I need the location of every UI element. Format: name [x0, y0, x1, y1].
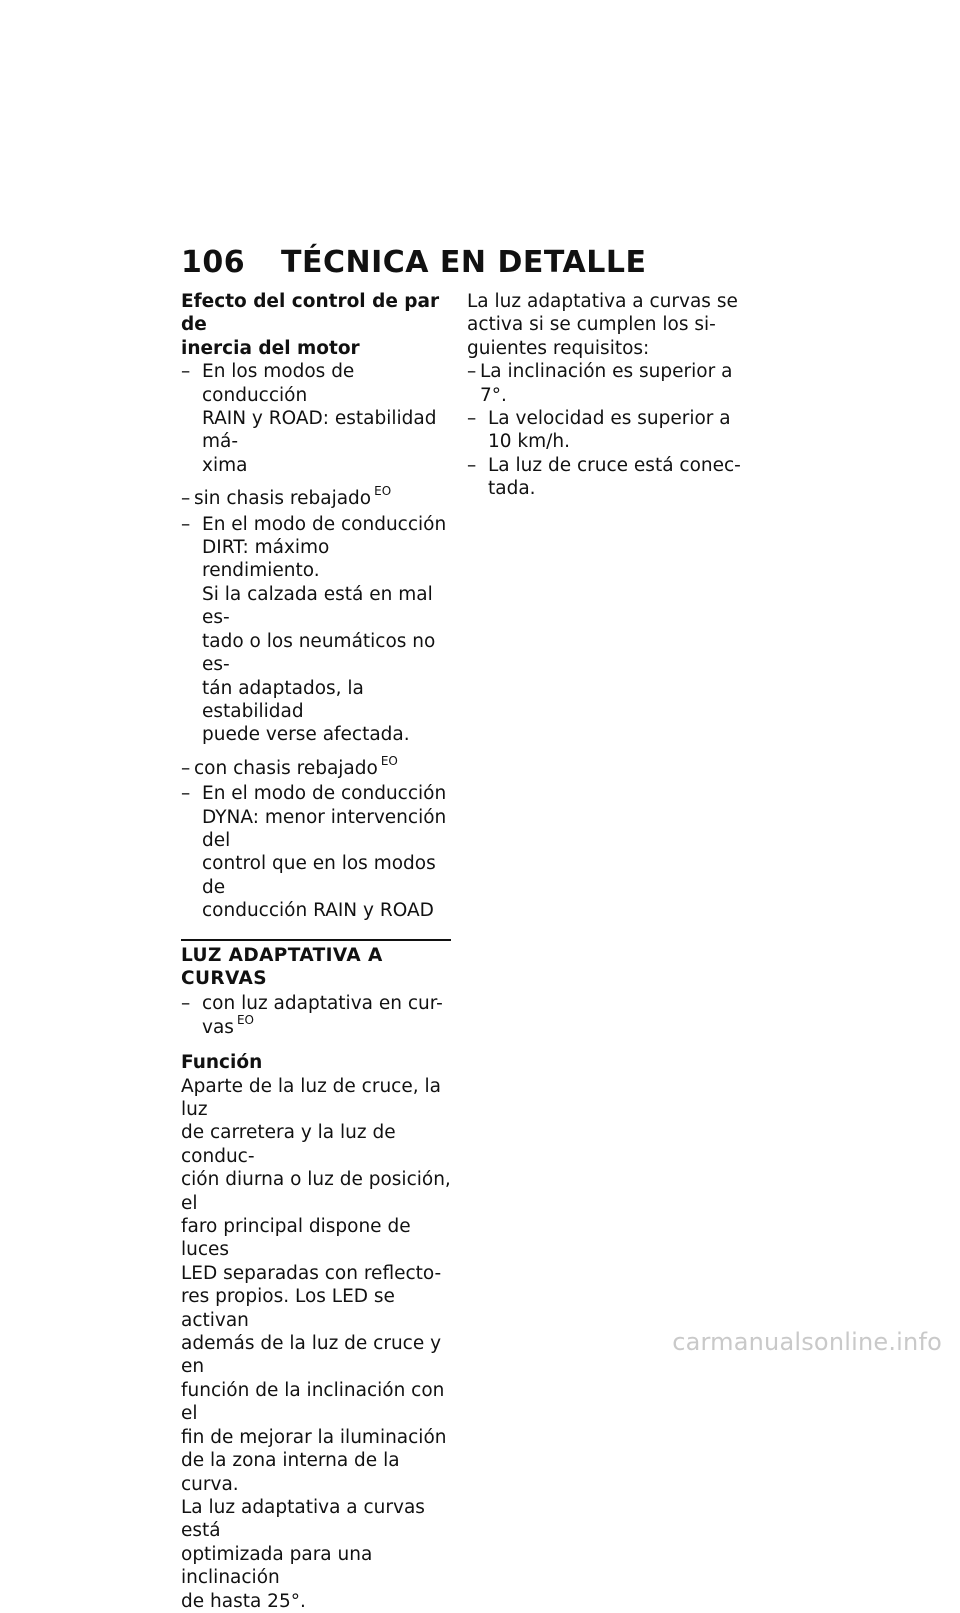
dash-bullet: –: [467, 454, 477, 476]
paragraph-funcion: Aparte de la luz de cruce, la luz de carretera y la luz de conduc- ción diurna o luz de posición, el faro principal dispone de luces LED separadas con reflecto- res propios. Los LED se activan además de la luz de cruce y en función de la inclinación con el fin de mejorar la iluminación de la zona interna de la curva. La luz adaptativa a curvas está optimizada para una inclinación de hasta 25°.: [181, 1075, 451, 1612]
dash-bullet: –: [181, 513, 191, 535]
right-column: [467, 290, 747, 501]
list-item: – La velocidad es superior a 10 km/h.: [467, 408, 731, 453]
eo-marker: EO: [374, 484, 392, 499]
left-column: [181, 290, 451, 1613]
list-item: – En el modo de conducción DYNA: menor intervención del control que en los modos de conducción RAIN y ROAD: [181, 783, 447, 922]
paragraph-requisitos: La luz adaptativa a curvas se activa si se cumplen los si- guientes requisitos:: [467, 291, 738, 359]
subheading-funcion: Función: [181, 1052, 263, 1074]
page-header: [181, 240, 646, 284]
section-title: LUZ ADAPTATIVA A CURVAS: [181, 944, 383, 989]
dash-bullet: –: [467, 361, 477, 383]
list-item: – En el modo de conducción DIRT: máximo rendimiento. Si la calzada está en mal es- tado o los neumáticos no es- tán adaptados, la estabilidad puede verse afectada.: [181, 513, 447, 746]
watermark: carmanualsonline.info: [672, 1328, 942, 1356]
eo-marker: EO: [236, 1012, 254, 1027]
eo-marker: EO: [380, 753, 398, 768]
list-item: – La luz de cruce está conec- tada.: [467, 454, 741, 500]
dash-bullet: –: [181, 488, 191, 510]
list-item: – En los modos de conducción RAIN y ROAD: estabilidad má- xima: [181, 361, 437, 476]
list-item: – sin chasis rebajado $^{EO}$: [181, 484, 392, 510]
list-item: – con luz adaptativa en cur- vas $^{EO}$: [181, 993, 443, 1038]
dash-bullet: –: [181, 783, 191, 805]
dash-bullet: –: [467, 408, 477, 430]
page-title: TÉCNICA EN DETALLE: [281, 244, 647, 280]
subheading-control-par: Efecto del control de par de inercia del motor: [181, 291, 440, 359]
page-number: 106: [181, 244, 246, 280]
list-item: – La inclinación es superior a 7°.: [467, 361, 733, 406]
list-item: – con chasis rebajado $^{EO}$: [181, 753, 398, 779]
dash-bullet: –: [181, 361, 191, 383]
dash-bullet: –: [181, 757, 191, 779]
section-divider: [181, 939, 451, 941]
dash-bullet: –: [181, 993, 191, 1015]
